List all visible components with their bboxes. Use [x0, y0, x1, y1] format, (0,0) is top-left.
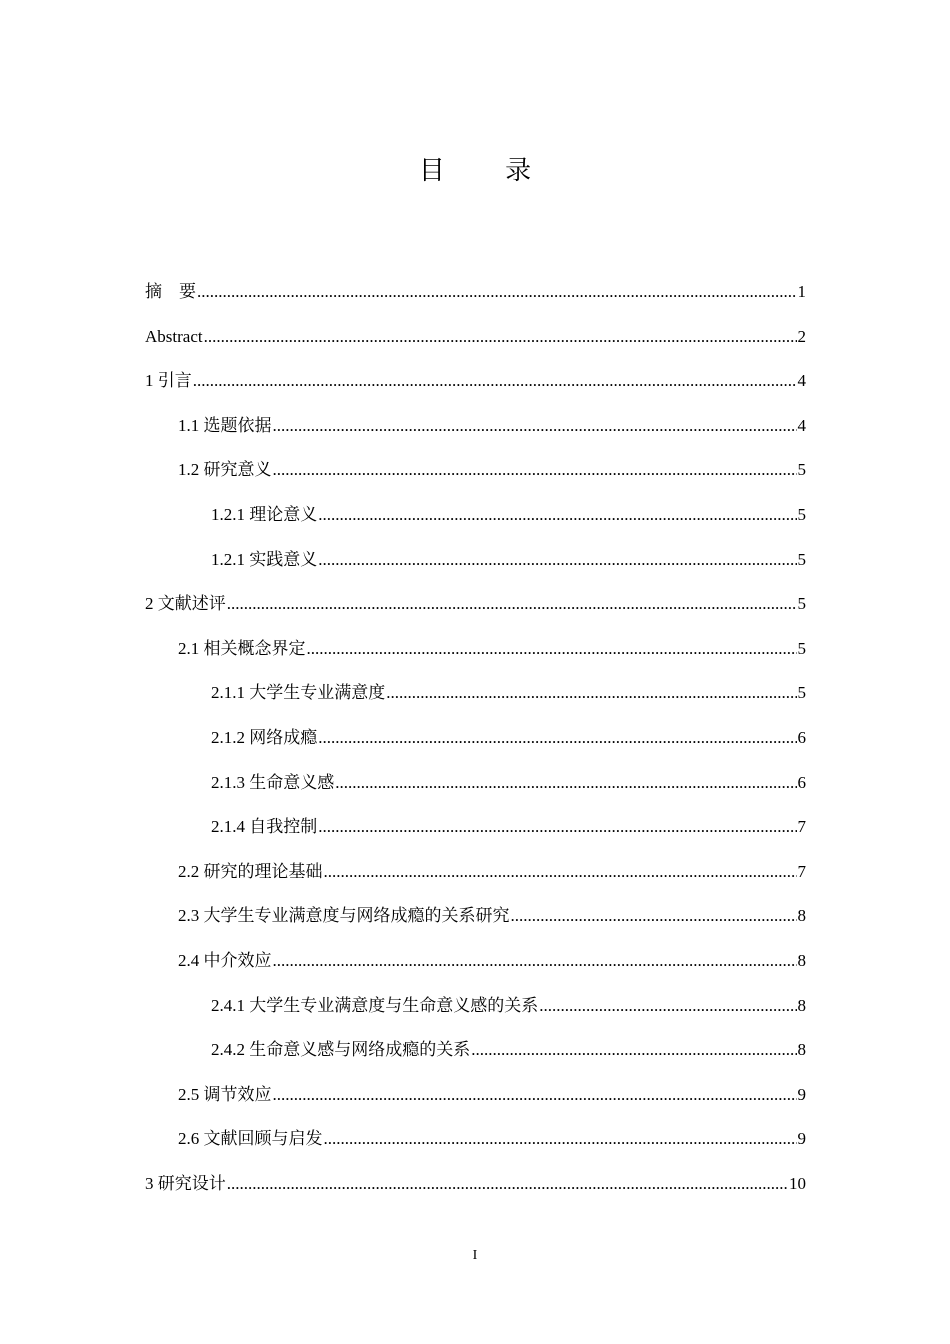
toc-entry-label: 2.1.2 网络成瘾 — [211, 728, 318, 747]
toc-entry[interactable] — [211, 994, 806, 1018]
toc-entry-page: 5 — [797, 683, 806, 703]
toc-entry-label: 2.6 文献回顾与启发 — [178, 1129, 323, 1149]
toc-entry-label: 摘 要 — [145, 282, 196, 301]
toc-leader-dots — [273, 949, 797, 973]
toc-entry[interactable] — [145, 592, 806, 616]
toc-entry-label: 2.3 大学生专业满意度与网络成瘾的关系研究 — [178, 906, 510, 926]
toc-entry-page: 9 — [797, 1129, 806, 1149]
toc-entry-page: 6 — [797, 772, 806, 792]
toc-entry[interactable] — [145, 369, 806, 393]
toc-entry[interactable] — [178, 1083, 806, 1107]
toc-entry[interactable] — [211, 681, 806, 705]
toc-leader-dots — [335, 771, 796, 795]
toc-entry[interactable] — [178, 904, 806, 928]
toc-entry-page: 9 — [797, 1084, 806, 1104]
toc-entry-page: 4 — [797, 371, 806, 391]
toc-entry[interactable] — [211, 815, 806, 839]
toc-leader-dots — [307, 637, 797, 661]
toc-entry-label: 2.4.2 生命意义感与网络成瘾的关系 — [211, 1040, 471, 1060]
toc-entry-label: 1.2 研究意义 — [178, 460, 272, 480]
toc-entry-label: 1.2.1 实践意义 — [211, 549, 318, 569]
toc-entry-label: 1.1 选题依据 — [178, 415, 272, 435]
toc-entry-page: 5 — [797, 594, 806, 614]
toc-entry-label: 2.1.3 生命意义感 — [211, 772, 335, 792]
toc-entry-page: 2 — [797, 326, 806, 346]
toc-entry-page: 5 — [797, 505, 806, 524]
toc-entry[interactable] — [211, 548, 806, 572]
toc-leader-dots — [324, 1127, 797, 1151]
toc-leader-dots — [318, 548, 796, 572]
toc-entry-page: 8 — [797, 906, 806, 926]
toc-entry-page: 10 — [789, 1174, 806, 1193]
toc-entry-page: 5 — [797, 638, 806, 658]
toc-entry-label: 2 文献述评 — [145, 594, 226, 614]
toc-leader-dots — [318, 503, 796, 527]
toc-entry-label: 2.1.1 大学生专业满意度 — [211, 683, 386, 703]
toc-entry[interactable] — [211, 726, 806, 750]
toc-entry[interactable] — [145, 325, 806, 349]
toc-leader-dots — [197, 280, 797, 304]
toc-leader-dots — [193, 369, 797, 393]
toc-entry-label: 1.2.1 理论意义 — [211, 505, 318, 524]
toc-entry-label: 2.4 中介效应 — [178, 951, 272, 970]
toc-leader-dots — [324, 860, 797, 884]
toc-leader-dots — [386, 681, 796, 705]
toc-entry[interactable] — [145, 280, 806, 304]
toc-entry[interactable] — [178, 414, 806, 438]
toc-leader-dots — [539, 994, 796, 1018]
toc-leader-dots — [273, 458, 797, 482]
toc-entry[interactable] — [145, 1172, 806, 1196]
toc-entry-page: 4 — [797, 415, 806, 435]
toc-leader-dots — [318, 815, 796, 839]
toc-leader-dots — [318, 726, 796, 750]
toc-entry[interactable] — [211, 1038, 806, 1062]
toc-entry-page: 5 — [797, 460, 806, 480]
toc-entry[interactable] — [178, 637, 806, 661]
toc-entry-label: 1 引言 — [145, 371, 192, 391]
toc-entry-page: 1 — [797, 282, 806, 301]
toc-entry-page: 8 — [797, 995, 806, 1015]
toc-entry-page: 5 — [797, 549, 806, 569]
toc-entry-page: 8 — [797, 1040, 806, 1060]
toc-entry-label: 3 研究设计 — [145, 1174, 226, 1193]
toc-entry-label: 2.4.1 大学生专业满意度与生命意义感的关系 — [211, 995, 539, 1015]
toc-entry[interactable] — [211, 771, 806, 795]
toc-leader-dots — [227, 592, 797, 616]
toc-entry-label: 2.2 研究的理论基础 — [178, 861, 323, 881]
toc-entry[interactable] — [178, 860, 806, 884]
page-number-footer: I — [472, 1248, 478, 1263]
toc-leader-dots — [471, 1038, 796, 1062]
toc-entry-page: 7 — [797, 861, 806, 881]
toc-leader-dots — [227, 1172, 788, 1196]
toc-entry-page: 7 — [797, 817, 806, 837]
toc-entry-label: 2.1.4 自我控制 — [211, 817, 318, 837]
toc-entry[interactable] — [178, 949, 806, 973]
toc-entry[interactable] — [211, 503, 806, 527]
toc-entry[interactable] — [178, 458, 806, 482]
toc-entry-page: 8 — [797, 951, 806, 970]
toc-entry-label: 2.5 调节效应 — [178, 1084, 272, 1104]
toc-leader-dots — [511, 904, 797, 928]
toc-leader-dots — [273, 414, 797, 438]
toc-entry-label: Abstract — [145, 326, 203, 346]
page-title: 目 录 — [418, 156, 558, 186]
toc-entry[interactable] — [178, 1127, 806, 1151]
toc-leader-dots — [204, 325, 797, 349]
toc-leader-dots — [273, 1083, 797, 1107]
toc-entry-page: 6 — [797, 728, 806, 747]
toc-entry-label: 2.1 相关概念界定 — [178, 638, 306, 658]
